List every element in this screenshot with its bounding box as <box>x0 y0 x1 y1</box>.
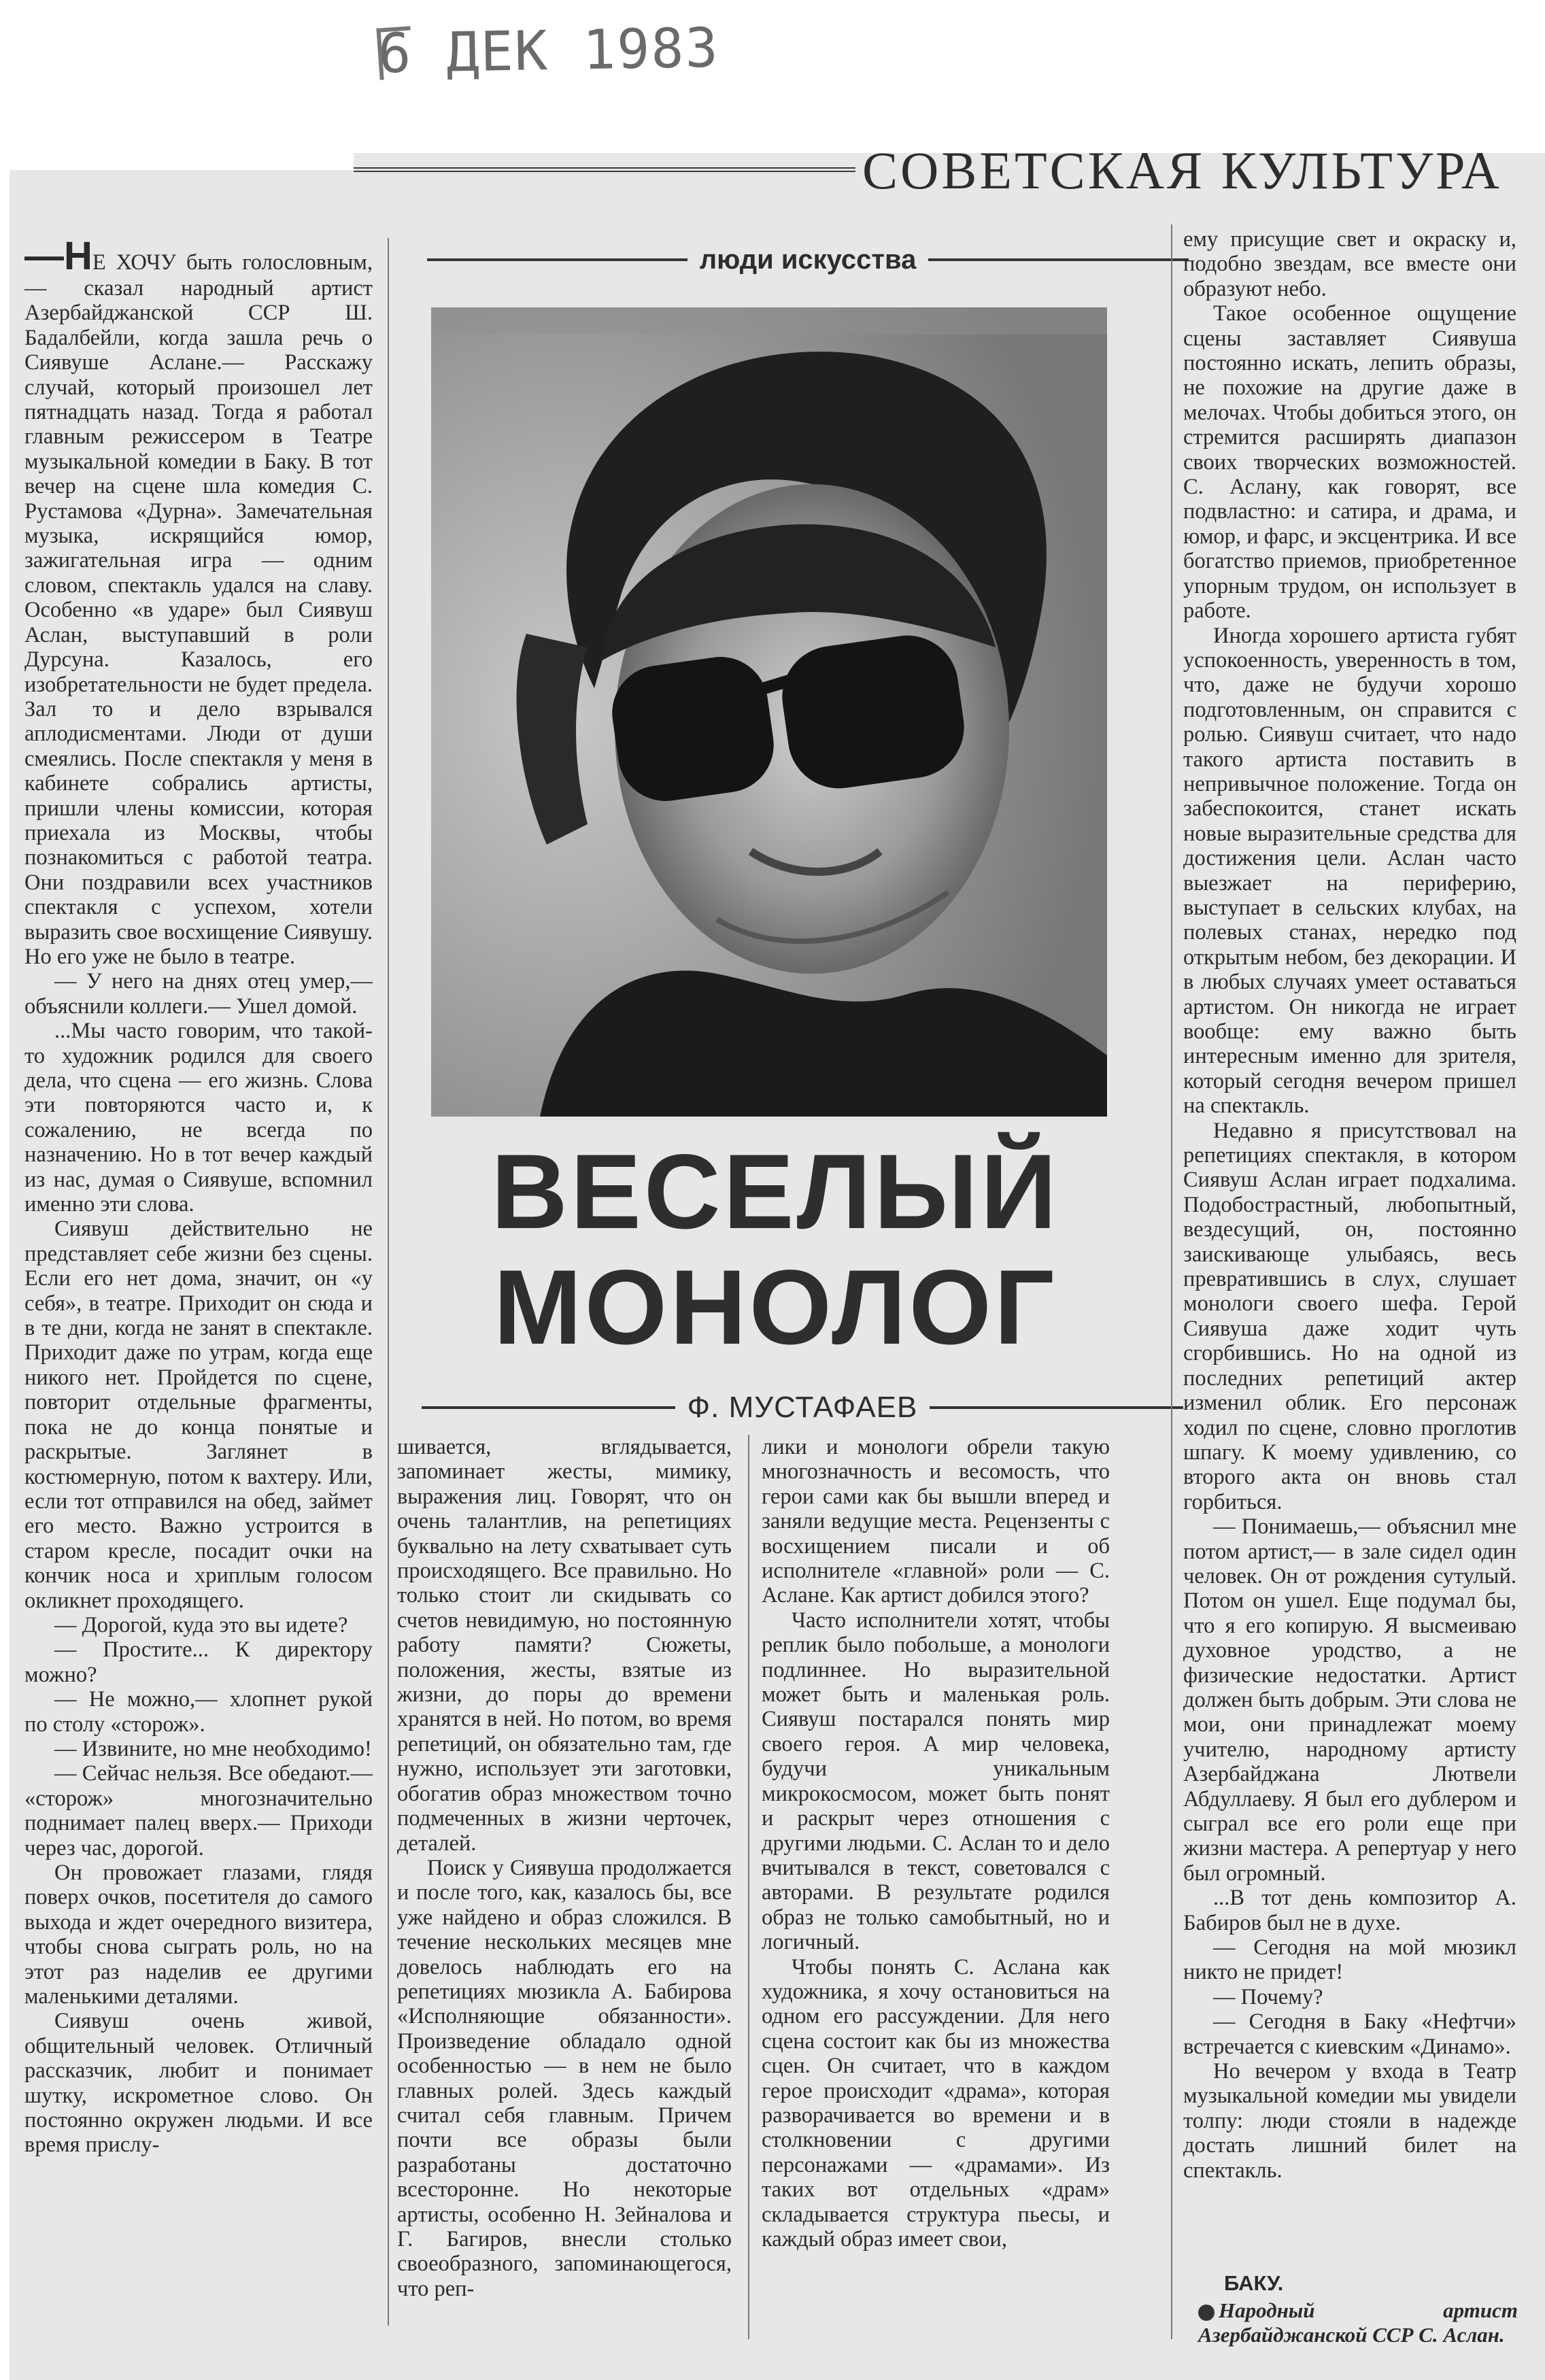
paragraph: ему присущие свет и окраску и, подобно звездам, все вместе они образуют небо. <box>1183 227 1516 301</box>
paragraph: Сиявуш действительно не представляет себе жизни без сцены. Если его нет дома, значит, он «у себя», в театре. Приходит он сюда и в те дни, когда не занят в спектакле. Приходит даже по утрам, когда еще никого нет. Пройдется по сцене, повторит отдельные фрагменты, пока не до конца понятые и раскрытые. Заглянет в костюмерную, потом к вахтеру. Или, если тот отправился на обед, займет его место. Важно устроится в старом кресле, посадит очки на кончик носа и хриплым голосом окликнет проходящего. <box>24 1217 373 1613</box>
paragraph: Но вечером у входа в Театр музыкальной комедии мы увидели толпу: люди стояли в надежде достать лишний билет на спектакль. <box>1183 2059 1516 2183</box>
paragraph: — Сейчас нельзя. Все обедают.— «сторож» многозначительно поднимает палец вверх.— Приходи через час, дорогой. <box>24 1761 373 1860</box>
photo-caption <box>1198 2298 1518 2347</box>
paragraph: Такое особенное ощущение сцены заставляет Сиявуша постоянно искать, лепить образы, не похожие на другие даже в мелочах. Чтобы добиться этого, он стремится расширять диапазон своих творческих возможностей. С. Аслану, как говорят, все подвластно: и сатира, и драма, и юмор, и фарс, и эксцентрика. И все богатство приемов, приобретенное упорным трудом, он использует в работе. <box>1183 301 1516 624</box>
paragraph: — Сегодня в Баку «Нефтчи» встречается с киевским «Динамо». <box>1183 2009 1516 2059</box>
paragraph: — У него на днях отец умер,— объяснили коллеги.— Ушел домой. <box>24 969 373 1019</box>
column-2 <box>397 1435 732 2301</box>
column-1 <box>24 234 373 2158</box>
author-name: Ф. МУСТАФАЕВ <box>687 1391 918 1424</box>
paragraph: Недавно я присутствовал на репетициях спектакля, в котором Сиявуш Аслан играет подхалима. Подобострастный, любопытный, вездесущий, он, постоянно заискивающе улыбаясь, весь превратившись в слух, слушает монологи своего шефа. Герой Сиявуша даже ходит чуть сгорбившись. Но на одной из последних репетиций актер изменил облик. Его персонаж ходил по сцене, словно проглотив шпагу. К моему удивлению, со второго акта он вновь стал горбиться. <box>1183 1118 1516 1514</box>
dateline-city: БАКУ. <box>1224 2271 1284 2295</box>
column-rule <box>748 1435 749 2339</box>
paragraph: ...Мы часто говорим, что такой-то художник родился для своего дела, что сцена — его жизнь. Слова эти повторяются часто и, к сожалению, не всегда по назначению. Но в тот вечер каждый из нас, думая о Сиявуше, вспомнил именно эти слова. <box>24 1019 373 1217</box>
paragraph: — Простите... К директору можно? <box>24 1637 373 1687</box>
paragraph: Он провожает глазами, глядя поверх очков, посетителя до самого выхода и ждет очередного визитера, чтобы снова сыграть роль, но на этот раз наделив ее другими маленькими деталями. <box>24 1860 373 2009</box>
date-stamp: 6 ДЕК 1983 <box>377 16 720 86</box>
column-rule <box>1171 224 1172 2339</box>
bullet-icon <box>1198 2305 1215 2321</box>
paragraph: Е ХОЧУ быть голословным,— сказал народный артист Азербайджанской ССР Ш. Бадалбейли, когда зашла речь о Сиявуше Аслане.— Расскажу случай, который произошел лет пятнадцать назад. Тогда я работал главным режиссером в Театре музыкальной комедии в Баку. В тот вечер на сцене шла комедия С. Рустамова «Дурна». Замечательная музыка, искрящийся юмор, зажигательная игра — одним словом, спектакль удался на славу. Особенно «в ударе» был Сиявуш Аслан, выступавший в роли Дурсуна. Казалось, его изобретательности не будет предела. Зал то и дело взрывался аплодисментами. Люди от души смеялись. После спектакля у меня в кабинете собрались артисты, пришли члены комиссии, которая приехала из Москвы, чтобы познакомиться с работой театра. Они поздравили всех участников спектакля с успехом, хотели выразить свое восхищение Сиявушу. Но его уже не было в театре. <box>24 250 373 969</box>
article-headline <box>422 1134 1129 1365</box>
rubric-label: люди искусства <box>699 244 917 275</box>
portrait-photo <box>431 307 1107 1117</box>
paragraph: — Сегодня на мой мюзикл никто не придет! <box>1183 1935 1516 1985</box>
headline-line: МОНОЛОГ <box>493 1248 1057 1367</box>
paragraph: — Почему? <box>1213 1984 1323 2009</box>
column-rule <box>388 238 389 2326</box>
caption-text: Народный артист Азербайджанской ССР С. Аслан. <box>1198 2298 1518 2347</box>
paragraph: Часто исполнители хотят, чтобы реплик было побольше, а монологи подлиннее. Но выразительной может быть и маленькая роль. Сиявуш постарался понять мир своего героя. А мир человека, будучи уникальным микрокосмосом, может быть понят и раскрыт через отношения с другими людьми. С. Аслан то и дело вчитывался в текст, советовался с авторами. В результате родился образ не только самобытный, но и логичный. <box>762 1608 1110 1955</box>
paragraph: Иногда хорошего артиста губят успокоенность, уверенность в том, что, даже не будучи хорошо подготовленным, он справится с ролью. Сиявуш считает, что надо такого артиста поставить в непривычное положение. Тогда он забеспокоится, станет искать новые выразительные средства для достижения цели. Аслан часто выезжает на периферию, выступает в сельских клубах, на полевых станах, нередко под открытым небом, без декорации. И в любых случаях умеет оставаться артистом. Он никогда не играет вообще: ему важно быть интересным именно для зрителя, который сегодня вечером пришел на спектакль. <box>1183 623 1516 1119</box>
byline <box>422 1389 1183 1427</box>
paragraph: шивается, вглядывается, запоминает жесты, мимику, выражения лиц. Говорят, что он очень талантлив, на репетициях буквально на лету схватывает суть происходящего. Все правильно. Но только стоит ли скидывать со счетов невидимую, но постоянную работу памяти? Сюжеты, положения, жесты, взятые из жизни, до поры до времени хранятся в ней. Но потом, во время репетиций, он обязательно там, где нужно, использует эти заготовки, обогатив образ множеством точно подмеченных в жизни черточек, деталей. <box>397 1435 732 1856</box>
column-4 <box>1183 227 1516 2183</box>
newspaper-masthead: СОВЕТСКАЯ КУЛЬТУРА <box>862 141 1502 200</box>
headline-line: ВЕСЕЛЫЙ <box>491 1133 1059 1251</box>
paragraph: Чтобы понять С. Аслана как художника, я хочу остановиться на одном его рассуждении. Для него сцена состоит как бы из множества сцен. Он считает, что в каждом герое происходит «драма», которая разворачивается во времени и в столкновении с другими персонажами — «драмами». Из таких вот отдельных «драм» складывается структура пьесы, и каждый образ имеет свои, <box>762 1954 1110 2251</box>
drop-cap: —Н <box>24 234 92 278</box>
paragraph: Сиявуш очень живой, общительный человек. Отличный рассказчик, любит и понимает шутку, искрометное слово. Он постоянно окружен людьми. И все время прислу- <box>24 2009 373 2158</box>
portrait-image <box>431 307 1107 1117</box>
paragraph: — Понимаешь,— объяснил мне потом артист,— в зале сидел один человек. Он от рождения сутулый. Потом он ушел. Еще подумал бы, что я его копирую. Я высмеиваю духовное уродство, а не физические недостатки. Артист должен быть добрым. Эти слова не мои, они принадлежат моему учителю, народному артисту Азербайджана Лютвели Абдуллаеву. Я был его дублером и сыграл все его роли еще при жизни мастера. А репертуар у него был огромный. <box>1183 1514 1516 1886</box>
paragraph: — Не можно,— хлопнет рукой по столу «сторож». <box>24 1687 373 1737</box>
paragraph: ...В тот день композитор А. Бабиров был не в духе. <box>1183 1886 1516 1935</box>
paragraph: лики и монологи обрели такую многозначность и весомость, что герои сами как бы вышли вперед и заняли ведущие места. Рецензенты с восхищением писали и об исполнителе «главной» роли — С. Аслане. Как артист добился этого? <box>762 1435 1110 1608</box>
masthead-rule <box>354 167 855 172</box>
column-3 <box>762 1435 1110 2251</box>
paragraph: Поиск у Сиявуша продолжается и после того, как, казалось бы, все уже найдено и образ сложился. В течение нескольких месяцев мне довелось наблюдать его на репетициях мюзикла А. Бабирова «Исполняющие обязанности». Произведение обладало одной особенностью — в нем не было главных ролей. Здесь каждый считал себя главным. Причем почти все образы были разработаны достаточно всесторонне. Но некоторые артисты, особенно Н. Зейналова и Г. Багиров, внесли столько своеобразного, запоминающегося, что реп- <box>397 1855 732 2301</box>
paragraph: — Дорогой, куда это вы идете? <box>54 1612 348 1637</box>
paragraph: — Извините, но мне необходимо! <box>54 1736 372 1761</box>
rubric <box>427 245 1189 275</box>
